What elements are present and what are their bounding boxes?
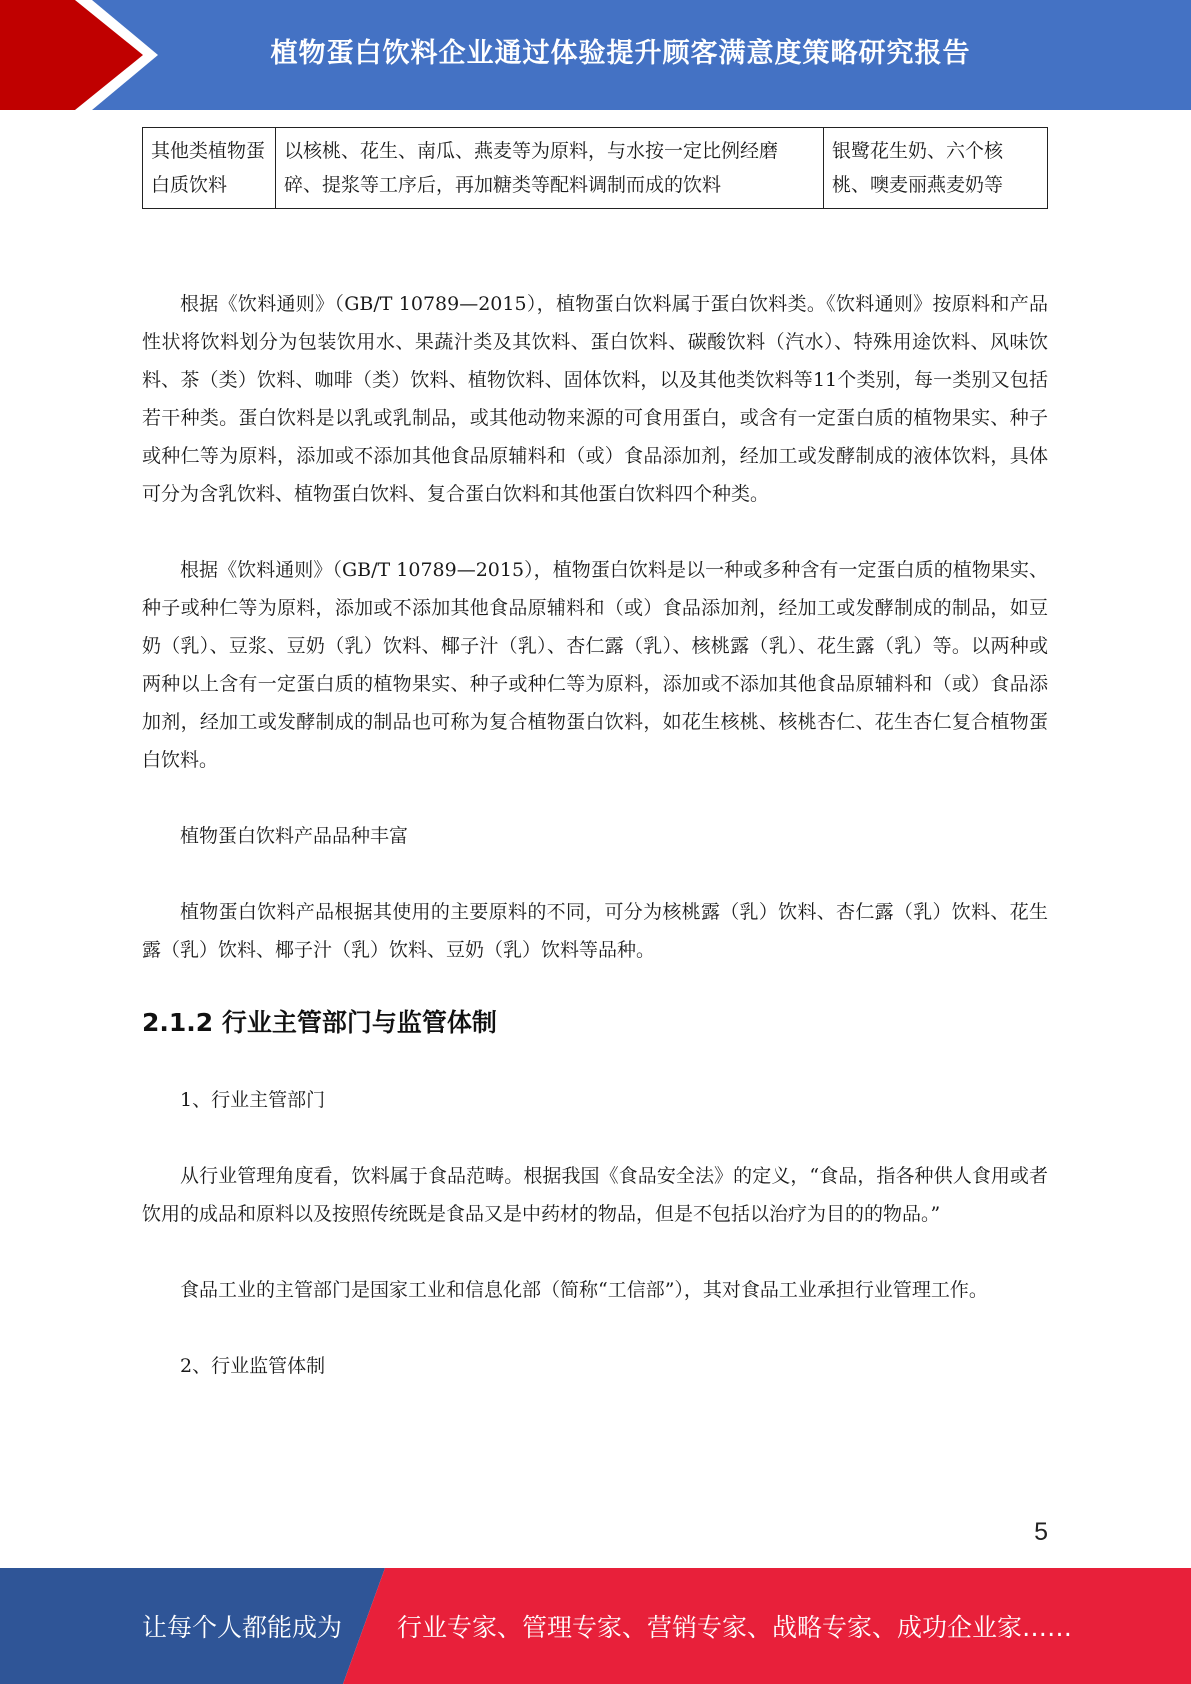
paragraph: 根据《饮料通则》（GB/T 10789—2015），植物蛋白饮料属于蛋白饮料类。《饮料通则》按原料和产品性状将饮料划分为包装饮用水、果蔬汁类及其饮料、蛋白饮料、碳酸饮料（汽水）、特殊用途饮料、风味饮料、茶（类）饮料、咖啡（类）饮料、植物饮料、固体饮料，以及其他类饮料等11个类别，每一类别又包括若干种类。蛋白饮料是以乳或乳制品，或其他动物来源的可食用蛋白，或含有一定蛋白质的植物果实、种子或种仁等为原料，添加或不添加其他食品原辅料和（或）食品添加剂，经加工或发酵制成的液体饮料，具体可分为含乳饮料、植物蛋白饮料、复合蛋白饮料和其他蛋白饮料四个种类。 [142,293,1048,505]
table-row [143,128,1048,209]
beverage-category-table [142,127,1048,209]
paragraph: 植物蛋白饮料产品根据其使用的主要原料的不同，可分为核桃露（乳）饮料、杏仁露（乳）饮料、花生露（乳）饮料、椰子汁（乳）饮料、豆奶（乳）饮料等品种。 [142,901,1048,961]
footer-slogan-left: 让每个人都能成为 [142,1613,343,1642]
main-content [142,285,1048,1423]
footer-slogan-right: 行业专家、管理专家、营销专家、战略专家、成功企业家…… [397,1613,1073,1642]
page-header [0,0,1191,110]
section-heading: 2.1.2 行业主管部门与监管体制 [142,1008,497,1037]
paragraph: 食品工业的主管部门是国家工业和信息化部（简称“工信部”），其对食品工业承担行业管理工作。 [180,1279,988,1301]
report-title: 植物蛋白饮料企业通过体验提升顾客满意度策略研究报告 [270,37,971,69]
page-footer [0,1568,1191,1684]
paragraph: 2、行业监管体制 [180,1355,326,1377]
table-cell-examples: 银鹭花生奶、六个核桃、噢麦丽燕麦奶等 [824,128,1048,209]
table-cell-description: 以核桃、花生、南瓜、燕麦等为原料，与水按一定比例经磨碎、提浆等工序后，再加糖类等配料调制而成的饮料 [276,128,824,209]
paragraph: 从行业管理角度看，饮料属于食品范畴。根据我国《食品安全法》的定义，“食品，指各种供人食用或者饮用的成品和原料以及按照传统既是食品又是中药材的物品，但是不包括以治疗为目的的物品。” [142,1165,1048,1225]
table-cell-category: 其他类植物蛋白质饮料 [143,128,276,209]
page-number: 5 [1034,1518,1048,1546]
paragraph: 植物蛋白饮料产品品种丰富 [180,825,409,847]
paragraph: 1、行业主管部门 [180,1089,326,1111]
paragraph: 根据《饮料通则》（GB/T 10789—2015），植物蛋白饮料是以一种或多种含有一定蛋白质的植物果实、种子或种仁等为原料，添加或不添加其他食品原辅料和（或）食品添加剂，经加工或发酵制成的制品，如豆奶（乳）、豆浆、豆奶（乳）饮料、椰子汁（乳）、杏仁露（乳）、核桃露（乳）、花生露（乳）等。以两种或两种以上含有一定蛋白质的植物果实、种子或种仁等为原料，添加或不添加其他食品原辅料和（或）食品添加剂，经加工或发酵制成的制品也可称为复合植物蛋白饮料，如花生核桃、核桃杏仁、花生杏仁复合植物蛋白饮料。 [142,559,1048,771]
